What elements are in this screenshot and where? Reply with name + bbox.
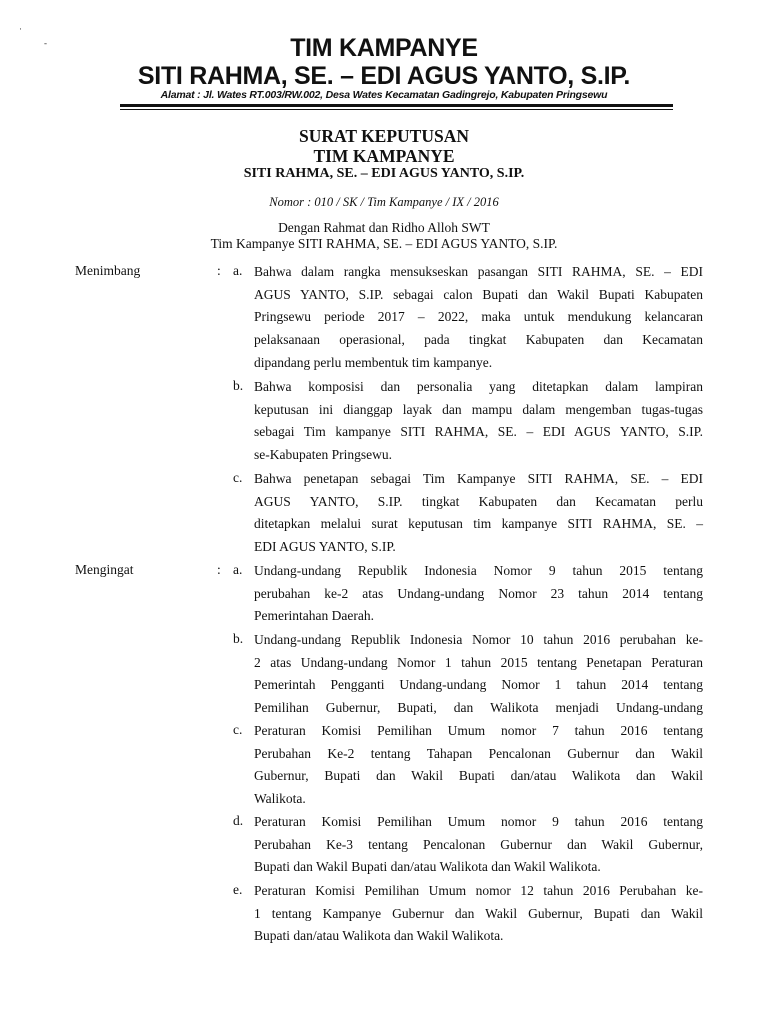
mengingat-item-e — [254, 880, 703, 948]
menimbang-item-b — [254, 376, 703, 467]
text-line: perubahan ke-2 atas Undang-undang Nomor 23 tahun 2014 tentang — [254, 585, 703, 601]
section-colon: : — [217, 562, 221, 577]
text-line: EDI AGUS YANTO, S.IP. — [254, 539, 396, 555]
text-line: AGUS YANTO, S.IP. tingkat Kabupaten dan Kecamatan perlu — [254, 493, 703, 509]
text-line: Peraturan Komisi Pemilihan Umum nomor 12 tahun 2016 Perubahan ke- — [254, 883, 703, 898]
item-marker: a. — [233, 562, 243, 577]
text-line: Perubahan Ke-2 tentang Tahapan Pencalonan Gubernur dan Wakil — [254, 745, 703, 761]
text-line: Bahwa penetapan sebagai Tim Kampanye SITI RAHMA, SE. – EDI — [254, 471, 703, 486]
text-line: keputusan ini dianggap layak dan mampu dalam mengemban tugas-tugas — [254, 401, 703, 417]
document-candidates: SITI RAHMA, SE. – EDI AGUS YANTO, S.IP. — [243, 166, 525, 181]
opening-line-1: Dengan Rahmat dan Ridho Alloh SWT — [278, 220, 490, 235]
document-number: Nomor : 010 / SK / Tim Kampanye / IX / 2016 — [269, 195, 499, 209]
text-line: Perubahan Ke-3 tentang Pencalonan Gubernur dan Wakil Gubernur, — [254, 836, 703, 852]
text-line: Bupati dan/atau Walikota dan Wakil Walikota. — [254, 928, 504, 944]
document-subtitle: TIM KAMPANYE — [313, 146, 455, 166]
mengingat-item-a — [254, 560, 703, 628]
mengingat-item-c — [254, 720, 703, 811]
item-marker: c. — [233, 722, 243, 737]
scan-speck: · — [19, 24, 22, 34]
item-marker: b. — [233, 631, 244, 646]
text-line: se-Kabupaten Pringsewu. — [254, 447, 392, 463]
text-line: pelaksanaan operasional, pada tingkat Kabupaten dan Kecamatan — [254, 332, 703, 348]
text-line: 1 tentang Kampanye Gubernur dan Wakil Gubernur, Bupati dan Wakil — [254, 905, 703, 921]
text-line: Gubernur, Bupati dan Wakil Bupati dan/atau Walikota dan Wakil — [254, 768, 703, 784]
scan-speck: - — [44, 38, 47, 48]
section-label-menimbang: Menimbang — [75, 263, 141, 278]
text-line: dipandang perlu membentuk tim kampanye. — [254, 354, 493, 370]
item-marker: c. — [233, 470, 243, 485]
letterhead-rule-thick — [120, 104, 673, 107]
text-line: ditetapkan melalui surat keputusan tim kampanye SITI RAHMA, SE. – — [254, 516, 703, 532]
text-line: AGUS YANTO, S.IP. sebagai calon Bupati dan Wakil Bupati Kabupaten — [254, 286, 703, 302]
letterhead-candidates: SITI RAHMA, SE. – EDI AGUS YANTO, S.IP. — [137, 62, 631, 90]
mengingat-item-b — [254, 629, 703, 720]
text-line: Undang-undang Republik Indonesia Nomor 9 tahun 2015 tentang — [254, 563, 703, 578]
text-line: Pemerintahan Daerah. — [254, 608, 374, 624]
opening-line-2: Tim Kampanye SITI RAHMA, SE. – EDI AGUS YANTO, S.IP. — [210, 236, 558, 251]
item-marker: d. — [233, 813, 244, 828]
text-line: Bahwa komposisi dan personalia yang ditetapkan dalam lampiran — [254, 379, 703, 394]
item-marker: b. — [233, 378, 244, 393]
text-line: 2 atas Undang-undang Nomor 1 tahun 2015 tentang Penetapan Peraturan — [254, 654, 703, 670]
text-line: Pemerintah Pengganti Undang-undang Nomor 1 tahun 2014 tentang — [254, 677, 703, 693]
text-line: sebagai Tim kampanye SITI RAHMA, SE. – EDI AGUS YANTO, S.IP. — [254, 424, 703, 440]
section-colon: : — [217, 263, 221, 278]
letterhead-address: Alamat : Jl. Wates RT.003/RW.002, Desa Wates Kecamatan Gadingrejo, Kabupaten Pringsewu — [160, 89, 608, 101]
text-line: Peraturan Komisi Pemilihan Umum nomor 9 tahun 2016 tentang — [254, 814, 703, 829]
section-label-mengingat: Mengingat — [75, 562, 134, 577]
item-marker: e. — [233, 882, 243, 897]
letterhead-title: TIM KAMPANYE — [290, 34, 478, 62]
mengingat-item-d — [254, 811, 703, 879]
text-line: Pringsewu periode 2017 – 2022, maka untuk mendukung kelancaran — [254, 309, 703, 325]
document-title: SURAT KEPUTUSAN — [298, 126, 469, 146]
text-line: Pemilihan Gubernur, Bupati, dan Walikota menjadi Undang-undang — [254, 700, 703, 716]
letterhead-rule-thin — [120, 109, 673, 110]
text-line: Peraturan Komisi Pemilihan Umum nomor 7 tahun 2016 tentang — [254, 723, 703, 738]
menimbang-item-c — [254, 468, 703, 559]
text-line: Walikota. — [254, 791, 306, 807]
text-line: Bupati dan Wakil Bupati dan/atau Walikota dan Wakil Walikota. — [254, 859, 601, 875]
text-line: Undang-undang Republik Indonesia Nomor 10 tahun 2016 perubahan ke- — [254, 632, 703, 647]
text-line: Bahwa dalam rangka mensukseskan pasangan SITI RAHMA, SE. – EDI — [254, 264, 703, 279]
item-marker: a. — [233, 263, 243, 278]
menimbang-item-a — [254, 261, 703, 374]
